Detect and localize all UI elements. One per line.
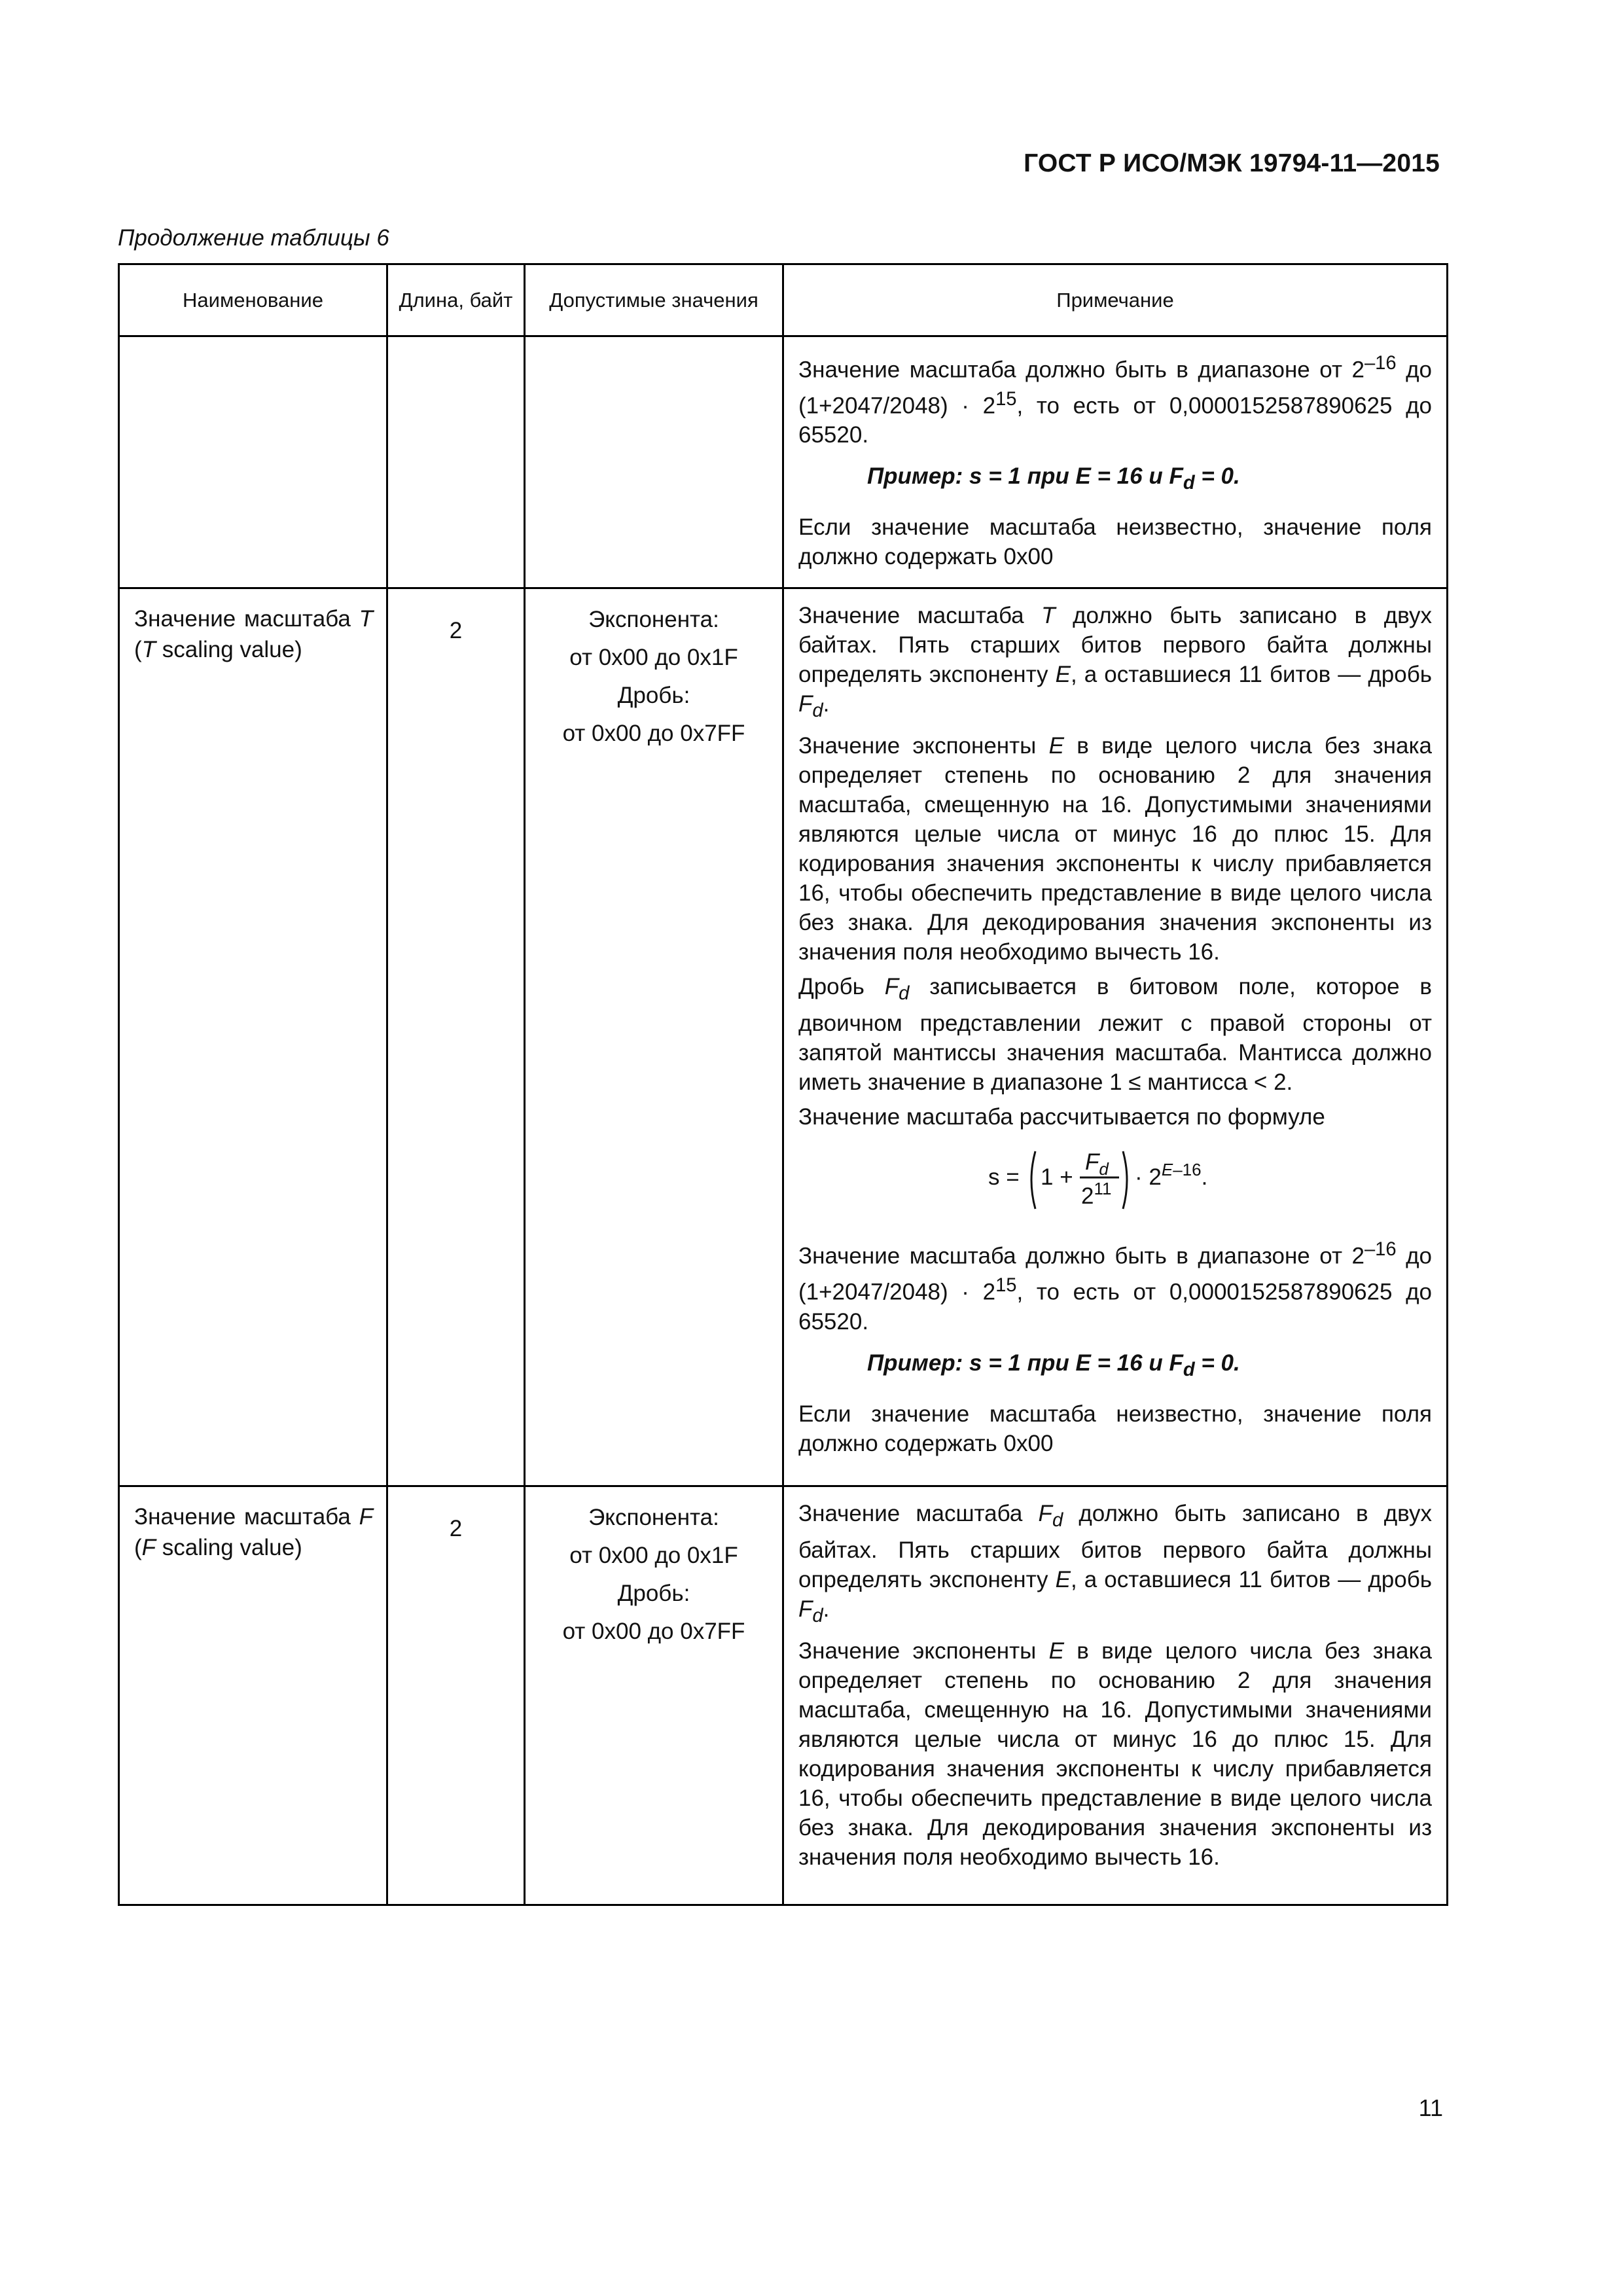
note-example: Пример: s = 1 при E = 16 и $F_d = 0$. bbox=[867, 463, 1240, 494]
note-example: Пример: s = 1 при E = 16 и $F_d = 0$. bbox=[867, 1350, 1240, 1380]
value-label: Экспонента: bbox=[588, 607, 719, 633]
table-row bbox=[119, 588, 1448, 1486]
value-range: от 0x00 до 0x1F bbox=[569, 1543, 738, 1569]
note-paragraph: Если значение масштаба неизвестно, значение поля должно содержать 0x00 bbox=[798, 1401, 1432, 1456]
scaling-formula bbox=[798, 1137, 1432, 1222]
page-number: 11 bbox=[1418, 2094, 1443, 2121]
column-header-note: Примечание bbox=[783, 264, 1448, 336]
value-range: от 0x00 до 0x7FF bbox=[562, 721, 745, 747]
formula-close-paren bbox=[1123, 1151, 1127, 1209]
name-cell: Значение масштаба T (T scaling value) bbox=[119, 588, 387, 1486]
values-cell bbox=[525, 588, 783, 1486]
column-header-values: Допустимые значения bbox=[525, 264, 783, 336]
formula-open-paren bbox=[1031, 1151, 1035, 1209]
table-header-row bbox=[119, 264, 1448, 336]
note-paragraph: Если значение масштаба неизвестно, значение поля должно содержать 0x00 bbox=[798, 514, 1432, 570]
length-cell: 2 bbox=[387, 588, 525, 1486]
note-paragraph: Значение масштаба T должно быть записано в двух байтах. Пять старших битов первого байта должны определять экспоненту E, а оставшиеся 11 битов — дробь $F_d$. bbox=[798, 603, 1432, 722]
value-label: Дробь: bbox=[617, 683, 690, 709]
note-cell bbox=[783, 588, 1448, 1486]
value-range: от 0x00 до 0x1F bbox=[569, 645, 738, 671]
length-cell bbox=[387, 336, 525, 588]
value-label: Дробь: bbox=[617, 1581, 690, 1607]
formula-numerator: $F_d$ bbox=[1085, 1149, 1109, 1179]
note-paragraph: Значение масштаба должно быть в диапазоне от $2^{-16}$ до $(1+2047/2048) \cdot 2^{15}$, то есть от 0,0000152587890625 до 65520. bbox=[798, 1239, 1432, 1335]
formula-graphic bbox=[988, 1137, 1250, 1222]
values-cell bbox=[525, 1486, 783, 1905]
note-paragraph: Дробь $F_d$ записывается в битовом поле, которое в двоичном представлении лежит с правой стороны от запятой мантиссы значения масштаба. Мантисса должно иметь значение в диапазоне 1 ≤ мантисса < 2. bbox=[798, 974, 1433, 1096]
column-header-length: Длина, байт bbox=[387, 264, 525, 336]
value-range: от 0x00 до 0x7FF bbox=[562, 1619, 745, 1645]
note-paragraph: Значение масштаба $F_d$ должно быть записано в двух байтах. Пять старших битов первого байта должны определять экспоненту E, а оставшиеся 11 битов — дробь $F_d$. bbox=[798, 1501, 1433, 1627]
table-row bbox=[119, 1486, 1448, 1905]
values-cell bbox=[525, 336, 783, 588]
note-paragraph: Значение масштаба должно быть в диапазоне от $2^{-16}$ до $(1+2047/2048) \cdot 2^{15}$, то есть от 0,0000152587890625 до 65520. bbox=[798, 353, 1432, 448]
column-header-name: Наименование bbox=[119, 264, 387, 336]
note-cell bbox=[783, 336, 1448, 588]
document-header: ГОСТ Р ИСО/МЭК 19794-11—2015 bbox=[1024, 149, 1440, 177]
note-paragraph: Значение экспоненты E в виде целого числа без знака определяет степень по основанию 2 для значения масштаба, смещенную на 16. Допустимыми значениями являются целые числа от минус 16 до плюс 15. Для кодирования значения экспоненты к числу прибавляется 16, чтобы обеспечить представление в виде целого числа без знака. Для декодирования значения экспоненты из значения поля необходимо вычесть 16. bbox=[798, 1638, 1432, 1871]
formula-lhs: s = bbox=[988, 1164, 1020, 1191]
formula-one: 1 + bbox=[1041, 1164, 1073, 1191]
note-paragraph: Значение экспоненты E в виде целого числа без знака определяет степень по основанию 2 для значения масштаба, смещенную на 16. Допустимыми значениями являются целые числа от минус 16 до плюс 15. Для кодирования значения экспоненты к числу прибавляется 16, чтобы обеспечить представление в виде целого числа без знака. Для декодирования значения экспоненты из значения поля необходимо вычесть 16. bbox=[798, 733, 1432, 965]
table-caption: Продолжение таблицы 6 bbox=[118, 225, 389, 251]
length-cell: 2 bbox=[387, 1486, 525, 1905]
specification-table bbox=[118, 263, 1448, 1906]
value-label: Экспонента: bbox=[588, 1505, 719, 1531]
formula-denominator: $2^{11}$ bbox=[1081, 1179, 1112, 1210]
note-paragraph: Значение масштаба рассчитывается по формуле bbox=[798, 1104, 1325, 1130]
name-cell: Значение масштаба F (F scaling value) bbox=[119, 1486, 387, 1905]
formula-tail: · $2^E-16$. bbox=[1135, 1160, 1208, 1191]
note-cell bbox=[783, 1486, 1448, 1905]
name-cell bbox=[119, 336, 387, 588]
table-row bbox=[119, 336, 1448, 588]
